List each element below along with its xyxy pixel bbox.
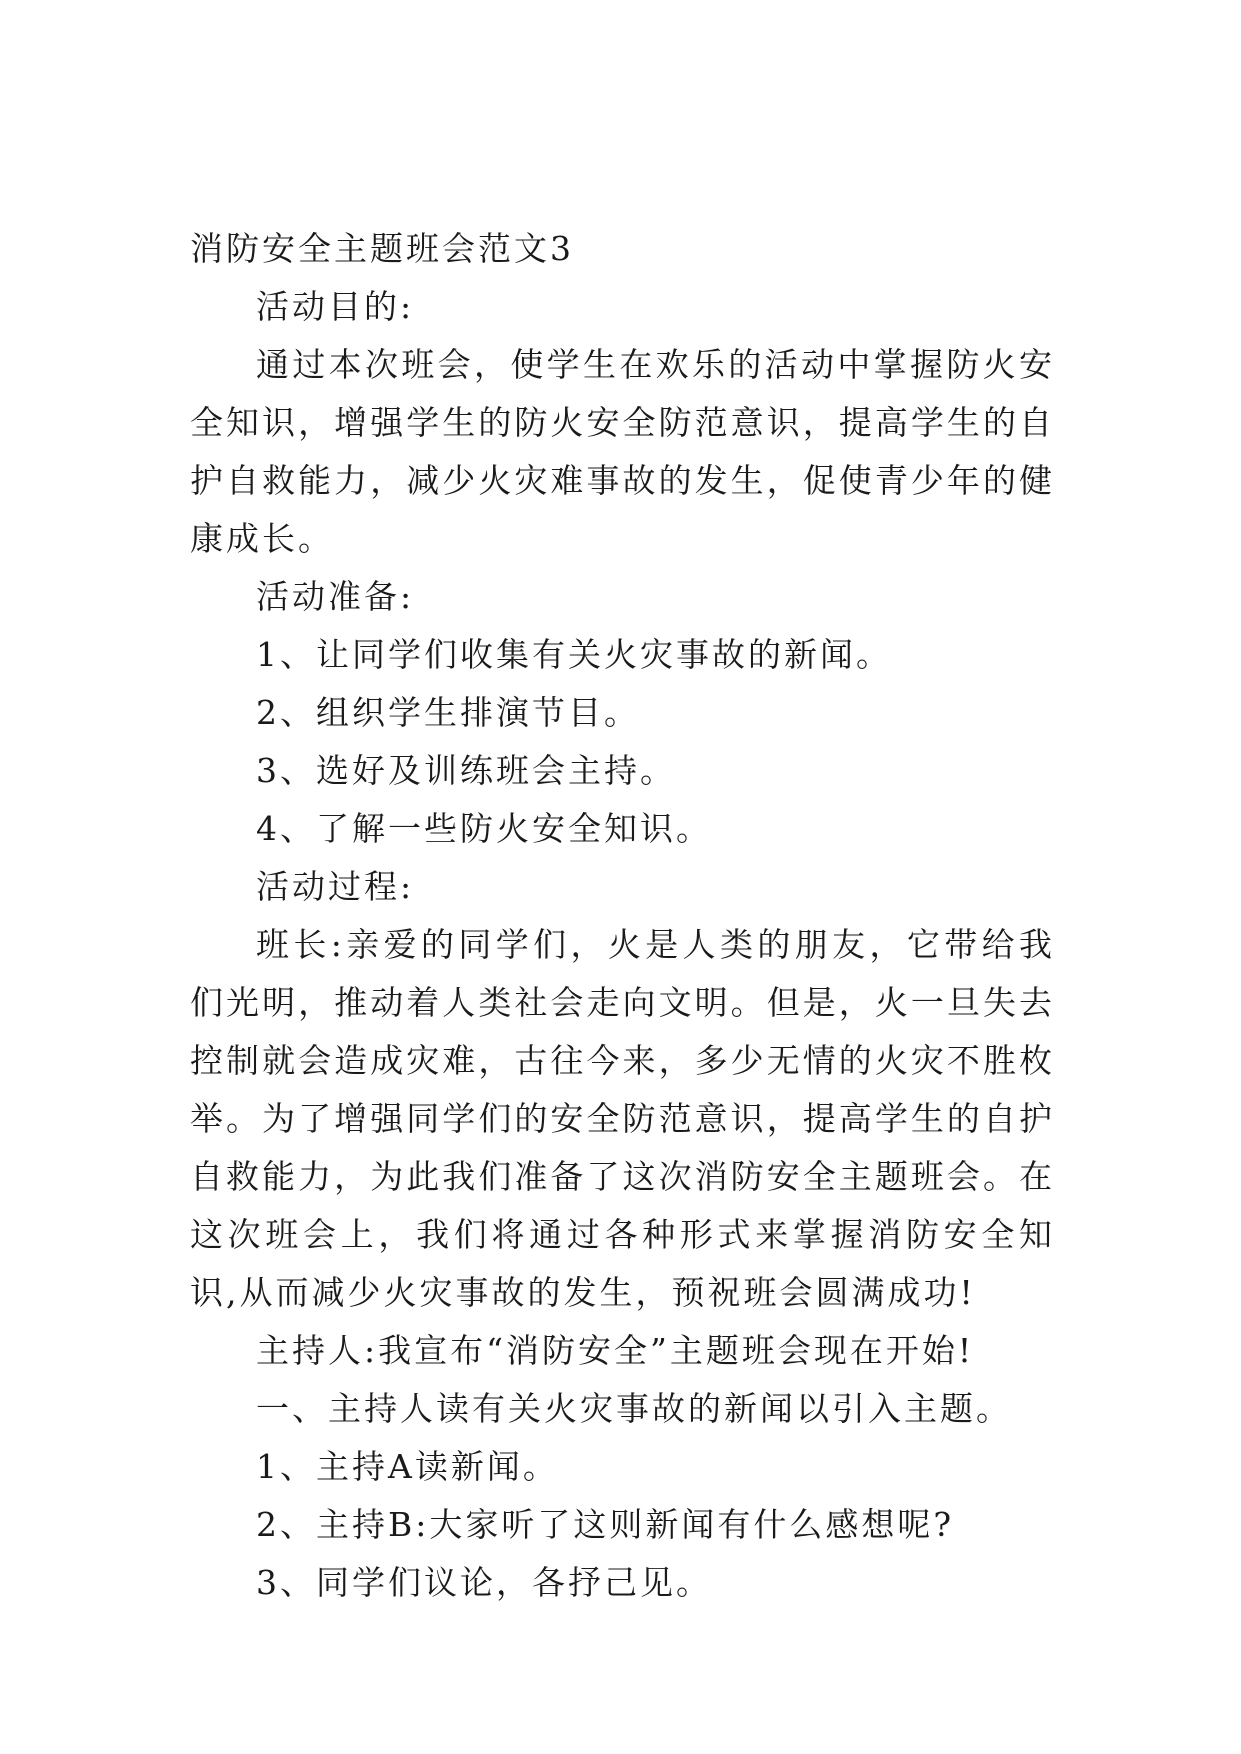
preparation-item-2: 2、组织学生排演节目。	[256, 693, 640, 732]
document-title: 消防安全主题班会范文3	[190, 229, 574, 268]
step-one-heading: 一、主持人读有关火灾事故的新闻以引入主题。	[256, 1389, 1012, 1428]
preparation-item-1: 1、让同学们收集有关火灾事故的新闻。	[256, 635, 892, 674]
preparation-item-3: 3、选好及训练班会主持。	[256, 751, 676, 790]
step-one-item-3: 3、同学们议论，各抒己见。	[256, 1563, 712, 1602]
preparation-item-4: 4、了解一些防火安全知识。	[256, 809, 712, 848]
section-heading-preparation: 活动准备:	[256, 577, 415, 616]
section-heading-process: 活动过程:	[256, 867, 415, 906]
purpose-paragraph: 通过本次班会，使学生在欢乐的活动中掌握防火安全知识，增强学生的防火安全防范意识，提高学生的自护自救能力，减少火灾难事故的发生，促使青少年的健康成长。	[190, 345, 1055, 558]
monitor-speech-paragraph: 班长:亲爱的同学们，火是人类的朋友，它带给我们光明，推动着人类社会走向文明。但是，火一旦失去控制就会造成灾难，古往今来，多少无情的火灾不胜枚举。为了增强同学们的安全防范意识，提高学生的自护自救能力，为此我们准备了这次消防安全主题班会。在这次班会上，我们将通过各种形式来掌握消防安全知识,从而减少火灾事故的发生，预祝班会圆满成功!	[190, 925, 1055, 1312]
step-one-item-1: 1、主持A读新闻。	[256, 1447, 559, 1486]
host-announcement: 主持人:我宣布“消防安全”主题班会现在开始!	[256, 1331, 975, 1370]
step-one-item-2: 2、主持B:大家听了这则新闻有什么感想呢?	[256, 1505, 955, 1544]
document-body	[190, 220, 1055, 1612]
section-heading-purpose: 活动目的:	[256, 287, 415, 326]
